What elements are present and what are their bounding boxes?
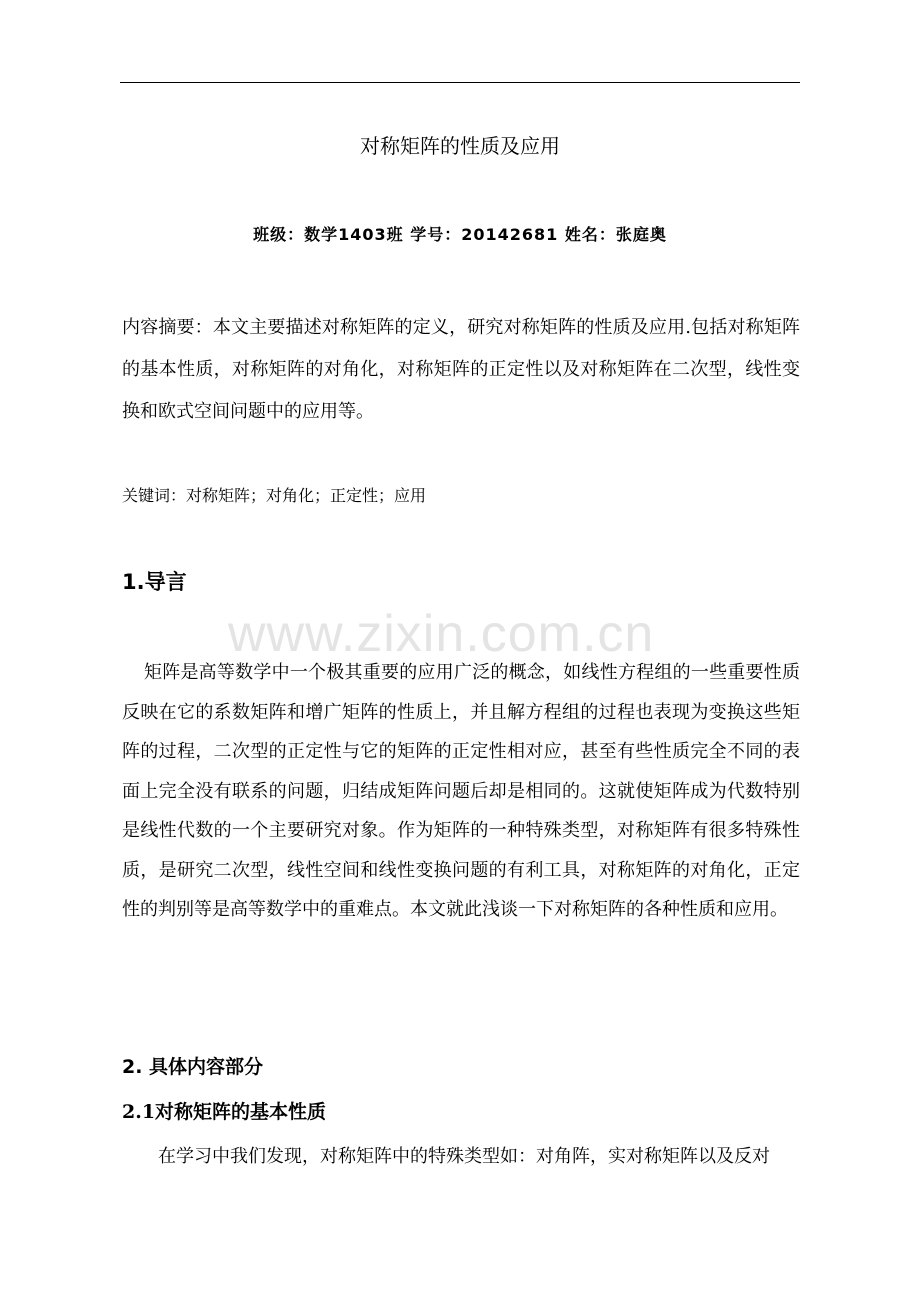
abstract-paragraph [122,307,800,433]
document-title: 对称矩阵的性质及应用 [360,134,560,158]
section-1-body: 矩阵是高等数学中一个极其重要的应用广泛的概念，如线性方程组的一些重要性质反映在它的系数矩阵和增广矩阵的性质上，并且解方程组的过程也表现为变换这些矩阵的过程，二次型的正定性与它的矩阵的正定性相对应，甚至有些性质完全不同的表面上完全没有联系的问题，归结成矩阵问题后却是相同的。这就使矩阵成为代数特别是线性代数的一个主要研究对象。作为矩阵的一种特殊类型，对称矩阵有很多特殊性质，是研究二次型，线性空间和线性变换问题的有利工具，对称矩阵的对角化，正定性的判别等是高等数学中的重难点。本文就此浅谈一下对称矩阵的各种性质和应用。 [122,662,800,920]
abstract-text: 本文主要描述对称矩阵的定义，研究对称矩阵的性质及应用.包括对称矩阵的基本性质，对称矩阵的对角化，对称矩阵的正定性以及对称矩阵在二次型，线性变换和欧式空间问题中的应用等。 [122,317,801,422]
keywords-line [122,483,426,509]
section-2-1-body: 在学习中我们发现，对称矩阵中的特殊类型如：对角阵，实对称矩阵以及反对 [158,1146,770,1167]
section-1-heading: 1.导言 [122,570,187,594]
author-info: 班级：数学1403班 学号：20142681 姓名：张庭奥 [253,225,667,244]
keywords-text: 对称矩阵；对角化；正定性；应用 [186,486,427,505]
section-2-1-heading: 2.1对称矩阵的基本性质 [122,1101,327,1123]
header-rule [120,82,800,83]
keywords-label: 关键词： [122,486,187,505]
watermark: www.zixin.com.cn [228,605,655,663]
abstract-label: 内容摘要： [122,317,213,338]
section-2-heading: 2. 具体内容部分 [122,1056,264,1078]
